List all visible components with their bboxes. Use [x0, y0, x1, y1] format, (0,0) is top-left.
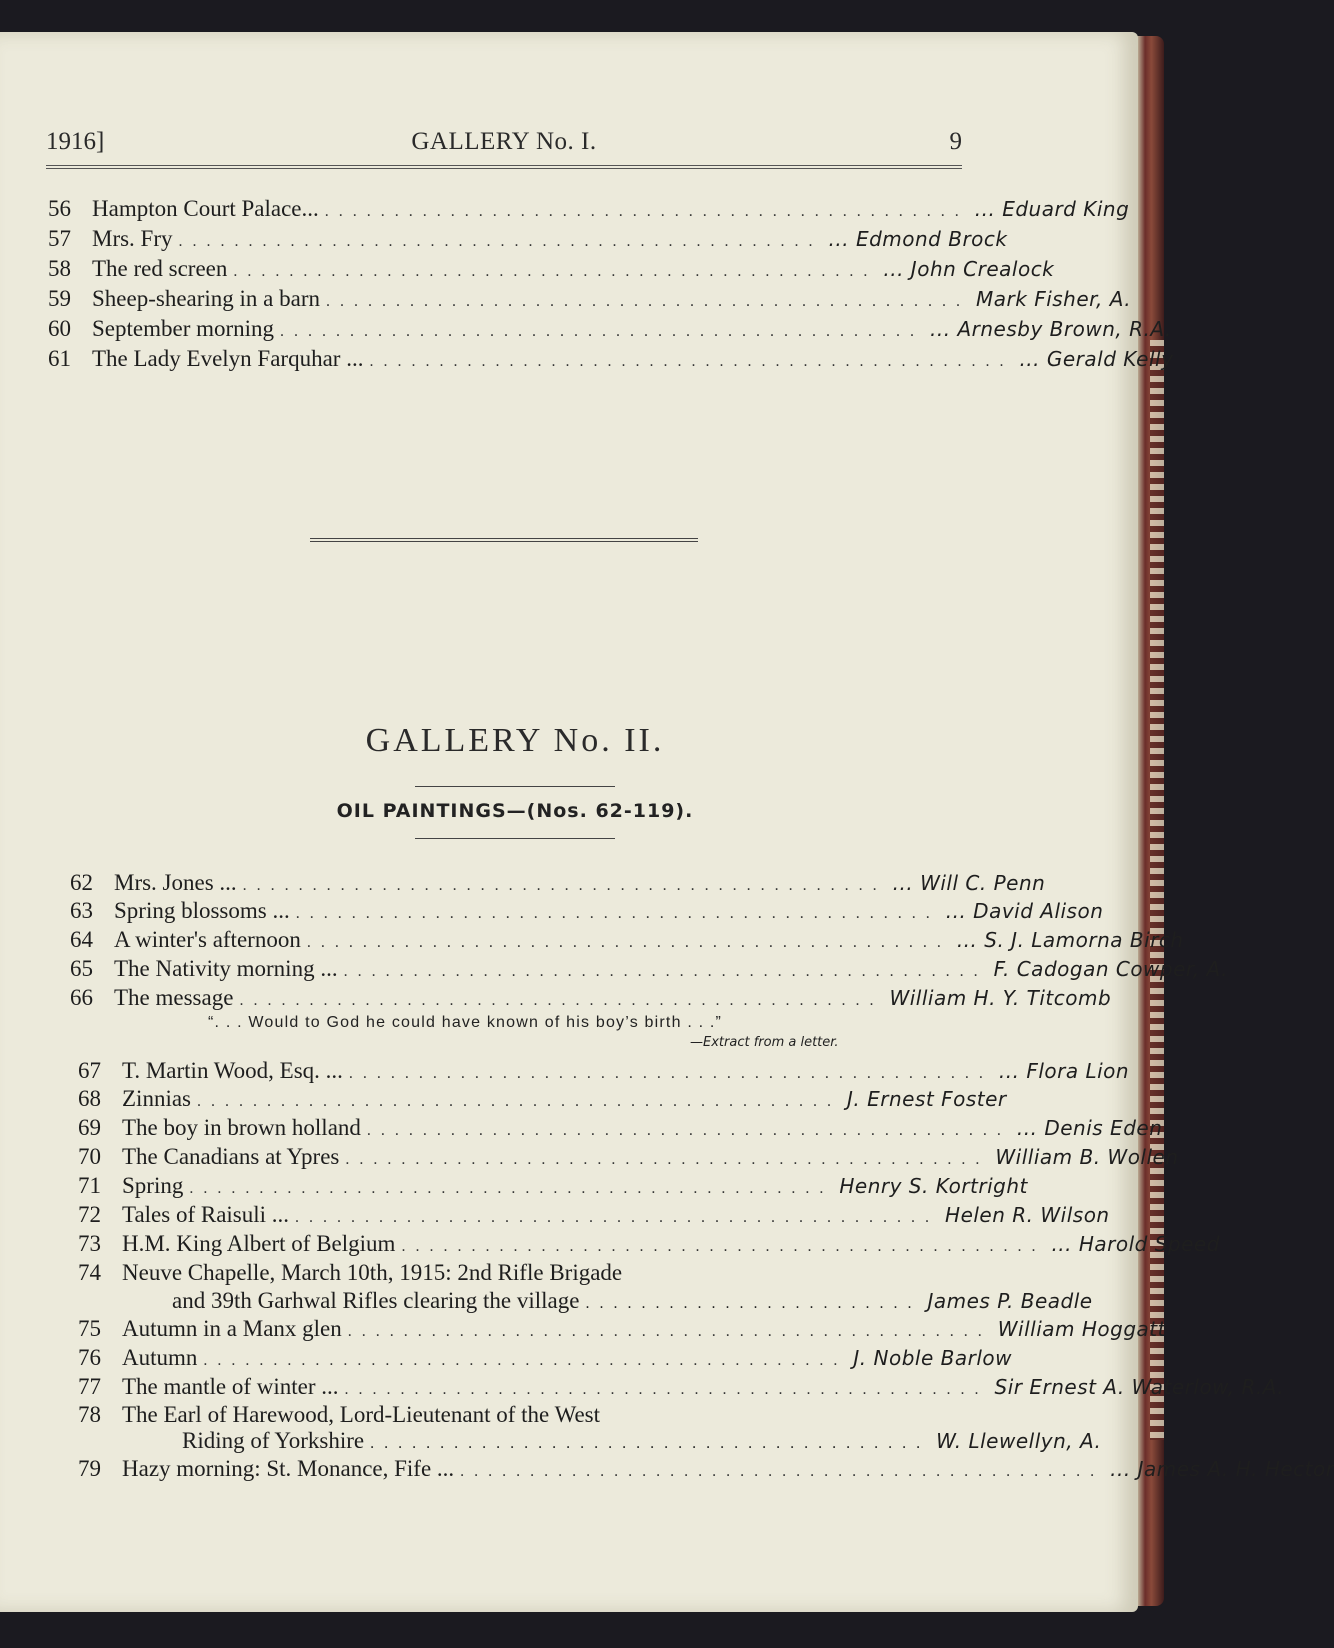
entry-number: 71	[78, 1173, 101, 1198]
leader-dots: ..............................................	[189, 1180, 834, 1197]
entry-artist: Sir Ernest A. Waterlow, R.A.	[994, 1375, 1285, 1399]
leader-dots: ..............................................	[242, 877, 887, 894]
leader-dots: ..............................................	[369, 353, 1014, 370]
entry-number: 77	[78, 1374, 101, 1399]
entry-title: Tales of Raisuli ...	[122, 1202, 290, 1227]
page-number: 9	[949, 128, 962, 155]
leader-dots: ..............................................	[347, 1323, 992, 1340]
entry-78-title-cont: Riding of Yorkshire	[182, 1428, 365, 1453]
entry-artist: ... Will C. Penn	[892, 871, 1046, 895]
leader-dots: ..............................................	[344, 1381, 989, 1398]
section-divider	[310, 538, 698, 542]
catalogue-entry	[78, 1144, 1179, 1170]
leader-dots: ..............................................	[280, 323, 925, 340]
leader-dots: ..............................................	[401, 1238, 1046, 1255]
entry-artist: ... David Alison	[945, 899, 1104, 923]
entry-74-continuation	[172, 1288, 1093, 1314]
catalogue-entry	[78, 1345, 1012, 1371]
entry-number: 75	[78, 1316, 101, 1341]
entry-title: Autumn in a Manx glen	[122, 1316, 342, 1341]
entry-number: 60	[48, 316, 71, 341]
gallery-ii-heading: GALLERY No. II.	[365, 722, 665, 759]
running-header	[46, 128, 962, 162]
header-rule	[46, 165, 962, 169]
leader-dots: ..............................................	[203, 1352, 848, 1369]
entry-number: 68	[78, 1086, 101, 1111]
entry-artist: J. Ernest Foster	[847, 1087, 1007, 1111]
entry-66-extract: —Extract from a letter.	[690, 1035, 839, 1050]
entry-title: Neuve Chapelle, March 10th, 1915: 2nd Rifle Brigade	[122, 1260, 623, 1285]
entry-title: Spring	[122, 1173, 184, 1198]
entry-title: Hampton Court Palace...	[92, 196, 319, 221]
catalogue-entry	[48, 256, 1055, 282]
entry-number: 65	[70, 956, 93, 981]
entry-artist: ... Edmond Brock	[828, 227, 1008, 251]
entry-number: 73	[78, 1231, 101, 1256]
entry-title: Zinnias	[122, 1086, 191, 1111]
entry-title: The mantle of winter ...	[122, 1374, 339, 1399]
entry-number: 69	[78, 1115, 101, 1140]
leader-dots: ..............................................	[197, 1093, 841, 1110]
leader-dots: ..............................................	[326, 293, 971, 310]
entry-number: 64	[70, 927, 93, 952]
catalogue-entry	[78, 1456, 1334, 1482]
leader-dots: ........................	[585, 1295, 922, 1312]
catalogue-entry	[78, 1260, 970, 1286]
entry-artist: William Hoggatt	[997, 1317, 1166, 1341]
entry-title: H.M. King Albert of Belgium	[122, 1231, 396, 1256]
entry-number: 59	[48, 286, 71, 311]
leader-dots: ........................................	[370, 1435, 931, 1452]
entry-artist: Henry S. Kortright	[839, 1174, 1028, 1198]
catalogue-entry	[70, 870, 1046, 896]
entry-artist: ... James A. H. Hector	[1110, 1457, 1334, 1481]
entry-title: A winter's afternoon	[114, 927, 301, 952]
entry-artist: ... John Crealock	[883, 257, 1055, 281]
heading-rule-bottom	[415, 838, 615, 839]
catalogue-entry	[48, 286, 1132, 312]
entry-title: Hazy morning: St. Monance, Fife ...	[122, 1456, 455, 1481]
entry-artist: ... Harold Speed	[1051, 1232, 1220, 1256]
catalogue-entry	[78, 1374, 1285, 1400]
catalogue-entry	[48, 316, 1172, 342]
leader-dots: ..............................................	[366, 1122, 1011, 1139]
entry-artist: ... Flora Lion	[998, 1059, 1130, 1083]
page-edges	[1150, 340, 1164, 1440]
entry-artist: ... S. J. Lamorna Birch	[956, 928, 1184, 952]
catalogue-entry	[70, 898, 1104, 924]
entry-artist: ... Arnesby Brown, R.A.	[930, 317, 1172, 341]
leader-dots: ..............................................	[324, 203, 969, 220]
entry-number: 62	[70, 870, 93, 895]
catalogue-entry	[78, 1402, 970, 1428]
header-title: GALLERY No. I.	[411, 128, 597, 155]
leader-dots: ..............................................	[239, 992, 884, 1009]
leader-dots: ..............................................	[348, 1065, 993, 1082]
entry-78-continuation	[182, 1428, 1102, 1454]
entry-title: Autumn	[122, 1345, 198, 1370]
entry-artist: William B. Wollen	[995, 1145, 1179, 1169]
catalogue-entry	[78, 1231, 1220, 1257]
entry-number: 72	[78, 1202, 101, 1227]
entry-title: The Earl of Harewood, Lord-Lieutenant of the West	[122, 1402, 600, 1427]
entry-number: 61	[48, 346, 71, 371]
entry-title: The Nativity morning ...	[114, 956, 338, 981]
entry-artist: F. Cadogan Cowper, A.	[993, 957, 1228, 981]
catalogue-entry	[78, 1173, 1028, 1199]
entry-title: The boy in brown holland	[122, 1115, 361, 1140]
entry-number: 67	[78, 1058, 101, 1083]
entry-78-artist: W. Llewellyn, A.	[936, 1429, 1102, 1453]
catalogue-entry	[70, 985, 1112, 1011]
catalogue-entry	[48, 226, 1008, 252]
entry-title: The Canadians at Ypres	[122, 1144, 340, 1169]
catalogue-entry	[48, 196, 1130, 222]
entry-number: 79	[78, 1456, 101, 1481]
entry-66-quote: “. . . Would to God he could have known of his boy’s birth . . .”	[208, 1014, 723, 1031]
leader-dots: ..............................................	[343, 963, 988, 980]
entry-74-title-cont: and 39th Garhwal Rifles clearing the village	[172, 1288, 580, 1313]
entry-title: Mrs. Fry	[92, 226, 173, 251]
entry-title: The message	[114, 985, 234, 1010]
entry-artist: ... Gerald Kelly	[1019, 347, 1174, 371]
entry-number: 66	[70, 985, 93, 1010]
entry-number: 74	[78, 1260, 101, 1285]
heading-rule-top	[415, 786, 615, 787]
entry-number: 63	[70, 898, 93, 923]
leader-dots: ..............................................	[295, 905, 940, 922]
entry-number: 57	[48, 226, 71, 251]
entry-number: 70	[78, 1144, 101, 1169]
entry-title: The Lady Evelyn Farquhar ...	[92, 346, 364, 371]
catalogue-entry	[78, 1202, 1110, 1228]
entry-number: 76	[78, 1345, 101, 1370]
leader-dots: ..............................................	[233, 263, 878, 280]
entry-title: Mrs. Jones ...	[114, 870, 237, 895]
catalogue-entry	[78, 1316, 1166, 1342]
catalogue-entry	[78, 1058, 1130, 1084]
leader-dots: ..............................................	[178, 233, 823, 250]
catalogue-entry	[70, 927, 1184, 953]
entry-title: Spring blossoms ...	[114, 898, 290, 923]
entry-artist: Helen R. Wilson	[945, 1203, 1110, 1227]
entry-number: 56	[48, 196, 71, 221]
leader-dots: ..............................................	[306, 934, 951, 951]
gallery-ii-subtitle: OIL PAINTINGS—(Nos. 62-119).	[336, 800, 694, 822]
entry-title: Sheep-shearing in a barn	[92, 286, 321, 311]
catalogue-entry	[78, 1086, 1007, 1112]
leader-dots: ..............................................	[460, 1463, 1105, 1480]
entry-title: T. Martin Wood, Esq. ...	[122, 1058, 343, 1083]
entry-artist: ... Denis Eden	[1016, 1116, 1163, 1140]
entry-artist: ... Eduard King	[974, 197, 1130, 221]
entry-number: 78	[78, 1402, 101, 1427]
leader-dots: ..............................................	[345, 1151, 990, 1168]
catalogue-entry	[70, 956, 1228, 982]
catalogue-entry	[78, 1115, 1163, 1141]
header-year: 1916]	[46, 128, 105, 155]
entry-74-artist: James P. Beadle	[927, 1289, 1093, 1313]
entry-title: September morning	[92, 316, 275, 341]
entry-artist: Mark Fisher, A.	[976, 287, 1132, 311]
entry-number: 58	[48, 256, 71, 281]
leader-dots: ..............................................	[295, 1209, 940, 1226]
entry-artist: William H. Y. Titcomb	[889, 986, 1112, 1010]
entry-title: The red screen	[92, 256, 228, 281]
entry-artist: J. Noble Barlow	[853, 1346, 1012, 1370]
catalogue-entry	[48, 346, 1174, 372]
